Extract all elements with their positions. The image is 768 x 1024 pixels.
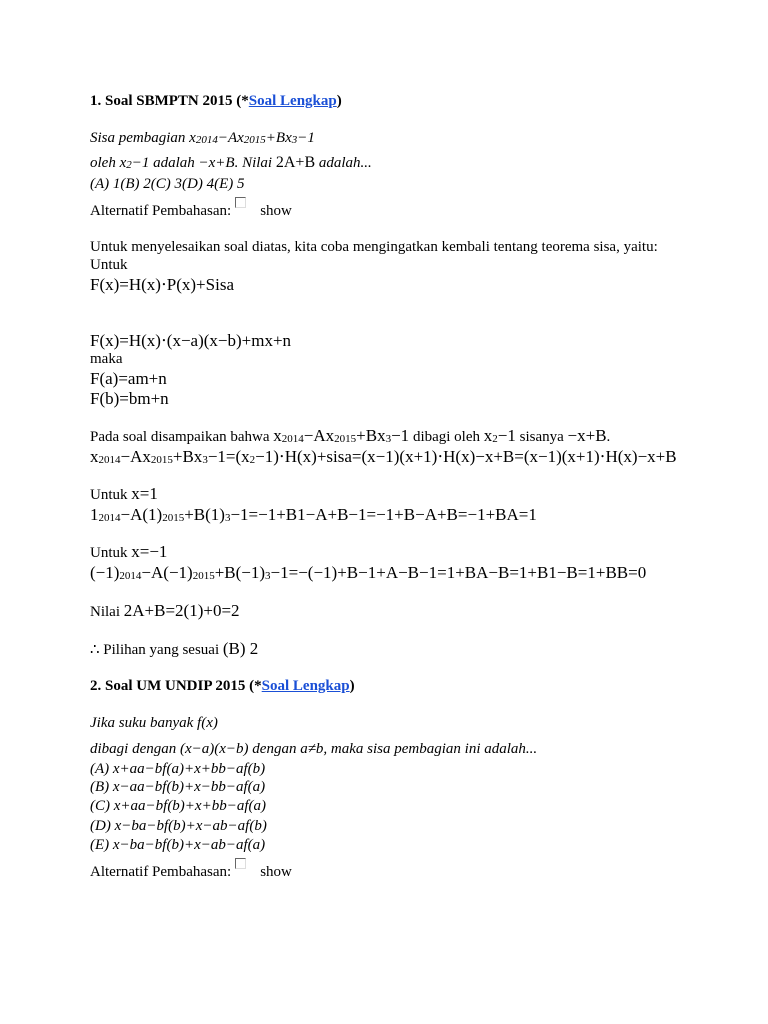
text-run: oleh x <box>90 155 127 171</box>
text-run: +Bx <box>265 130 292 146</box>
small-number: 3 <box>385 433 392 445</box>
text-run: sisanya <box>515 429 568 445</box>
maka-text: maka <box>90 351 123 367</box>
small-number: 2014 <box>98 454 121 466</box>
text-run: dibagi oleh <box>409 429 484 445</box>
text-run: −Ax <box>217 130 244 146</box>
text-run: Pada soal disampaikan bahwa <box>90 429 274 445</box>
problem-2-heading-close: ) <box>349 678 355 694</box>
small-number: 2015 <box>150 454 173 466</box>
problem-2-soal-lengkap-link[interactable]: Soal Lengkap <box>261 678 350 694</box>
case-x-equals-minus-1-equation <box>90 563 646 586</box>
math-expression: x <box>483 426 493 445</box>
text-run: +B(1) <box>184 505 225 524</box>
small-number: 2015 <box>162 512 185 524</box>
small-number: 2 <box>126 159 132 171</box>
small-number: 2014 <box>98 512 121 524</box>
text-run: 1 <box>90 505 99 524</box>
math-expression: 2A+B <box>275 154 316 171</box>
text-run: −A(−1) <box>141 563 193 582</box>
option-c: (C) x+aa−bf(b)+x+bb−af(a) <box>90 798 266 814</box>
text-run: Untuk <box>90 545 132 561</box>
small-number: 2015 <box>192 570 215 582</box>
math-expression: −Ax <box>303 426 335 445</box>
solution-intro-untuk: Untuk <box>90 257 128 273</box>
problem-1-soal-lengkap-link[interactable]: Soal Lengkap <box>248 93 337 109</box>
small-number: 2014 <box>281 433 304 445</box>
small-number: 2014 <box>195 134 218 146</box>
math-expression: −1 <box>497 426 516 445</box>
text-run: −A(1) <box>120 505 163 524</box>
math-expression: −1 <box>391 426 410 445</box>
problem-1-solution-toggle <box>90 201 292 221</box>
text-run: −1=(x <box>207 447 250 466</box>
option-b: (B) x−aa−bf(b)+x−bb−af(a) <box>90 779 266 795</box>
problem-1-heading-close: ) <box>336 93 342 109</box>
math-expression: x=1 <box>131 484 158 503</box>
text-run: x <box>90 447 99 466</box>
option-d: (D) x−ba−bf(b)+x−ab−af(b) <box>90 818 267 834</box>
option-e: (E) x−ba−bf(b)+x−ab−af(a) <box>90 837 266 853</box>
solution-toggle-checkbox[interactable] <box>235 197 246 208</box>
math-expression: 2A+B=2(1)+0=2 <box>123 601 240 620</box>
small-number: 2015 <box>334 433 357 445</box>
problem-1-heading-text: 1. Soal SBMPTN 2015 (* <box>90 93 249 109</box>
math-expression: x <box>273 426 282 445</box>
result-value <box>90 601 240 622</box>
solution-toggle-label: Alternatif Pembahasan: <box>90 864 232 880</box>
text-run: +Bx <box>172 447 203 466</box>
small-number: 2 <box>492 433 498 445</box>
problem-1-question-line-2 <box>90 153 372 175</box>
problem-2-heading <box>90 676 355 696</box>
problem-1-question-line-1 <box>90 128 315 150</box>
text-run: (A) 1(B) 2(C) 3(D) 4(E) 5 <box>90 176 245 192</box>
text-run: Sisa pembagian x <box>90 130 196 146</box>
solution-show-label[interactable]: show <box>260 864 292 880</box>
text-run: (−1) <box>90 563 120 582</box>
quadratic-divisor-formula: F(x)=H(x)⋅(x−a)(x−b)+mx+n <box>90 331 292 350</box>
small-number: 2015 <box>243 134 266 146</box>
final-answer <box>90 639 258 660</box>
problem-1-heading <box>90 91 342 111</box>
case-x-equals-1-label <box>90 484 158 505</box>
text-run: −1 adalah −x+B. Nilai <box>131 155 276 171</box>
text-run: Nilai <box>90 604 124 620</box>
text-run: +B(−1) <box>214 563 266 582</box>
case-x-equals-1-equation <box>90 505 537 528</box>
problem-2-question-line-1: Jika suku banyak f(x) <box>90 715 218 731</box>
solution-toggle-checkbox[interactable] <box>235 858 246 869</box>
text-run: . <box>606 429 611 445</box>
problem-2-question-line-2: dibagi dengan (x−a)(x−b) dengan a≠b, maka sisa pembagian ini adalah... <box>90 741 538 757</box>
solution-toggle-label: Alternatif Pembahasan: <box>90 203 232 219</box>
remainder-theorem-formula: F(x)=H(x)⋅P(x)+Sisa <box>90 275 234 294</box>
math-expression: (B) 2 <box>222 639 259 658</box>
solution-show-label[interactable]: show <box>260 203 292 219</box>
text-run: −1)⋅H(x)+sisa=(x−1)(x+1)⋅H(x)−x+B=(x−1)(x+1)⋅H(x)−x+B <box>255 447 677 466</box>
small-number: 3 <box>265 570 271 582</box>
small-number: 2 <box>249 454 256 466</box>
math-expression: x=−1 <box>131 542 168 561</box>
f-b-formula: F(b)=bm+n <box>90 389 169 408</box>
text-run: ∴ Pilihan yang sesuai <box>90 642 223 658</box>
small-number: 3 <box>202 454 208 466</box>
f-a-formula: F(a)=am+n <box>90 369 167 388</box>
small-number: 3 <box>224 512 231 524</box>
problem-2-heading-text: 2. Soal UM UNDIP 2015 (* <box>90 678 262 694</box>
problem-1-answer-choices <box>90 174 245 194</box>
text-run: −1 <box>297 130 315 146</box>
case-x-equals-minus-1-label <box>90 542 167 563</box>
small-number: 3 <box>291 134 298 146</box>
math-expression: −x+B <box>567 426 607 445</box>
text-run: −Ax <box>120 447 151 466</box>
problem-2-solution-toggle <box>90 862 292 882</box>
small-number: 2014 <box>119 570 142 582</box>
division-identity <box>90 447 677 470</box>
math-expression: +Bx <box>356 426 386 445</box>
option-a: (A) x+aa−bf(a)+x+bb−af(b) <box>90 761 266 777</box>
given-statement <box>90 426 610 449</box>
text-run: −1=−1+B1−A+B−1=−1+B−A+B=−1+BA=1 <box>230 505 537 524</box>
text-run: Untuk <box>90 487 132 503</box>
text-run: −1=−(−1)+B−1+A−B−1=1+BA−B=1+B1−B=1+BB=0 <box>270 563 647 582</box>
text-run: adalah... <box>315 155 372 171</box>
solution-intro: Untuk menyelesaikan soal diatas, kita coba mengingatkan kembali tentang teorema sisa, yaitu: <box>90 239 658 255</box>
